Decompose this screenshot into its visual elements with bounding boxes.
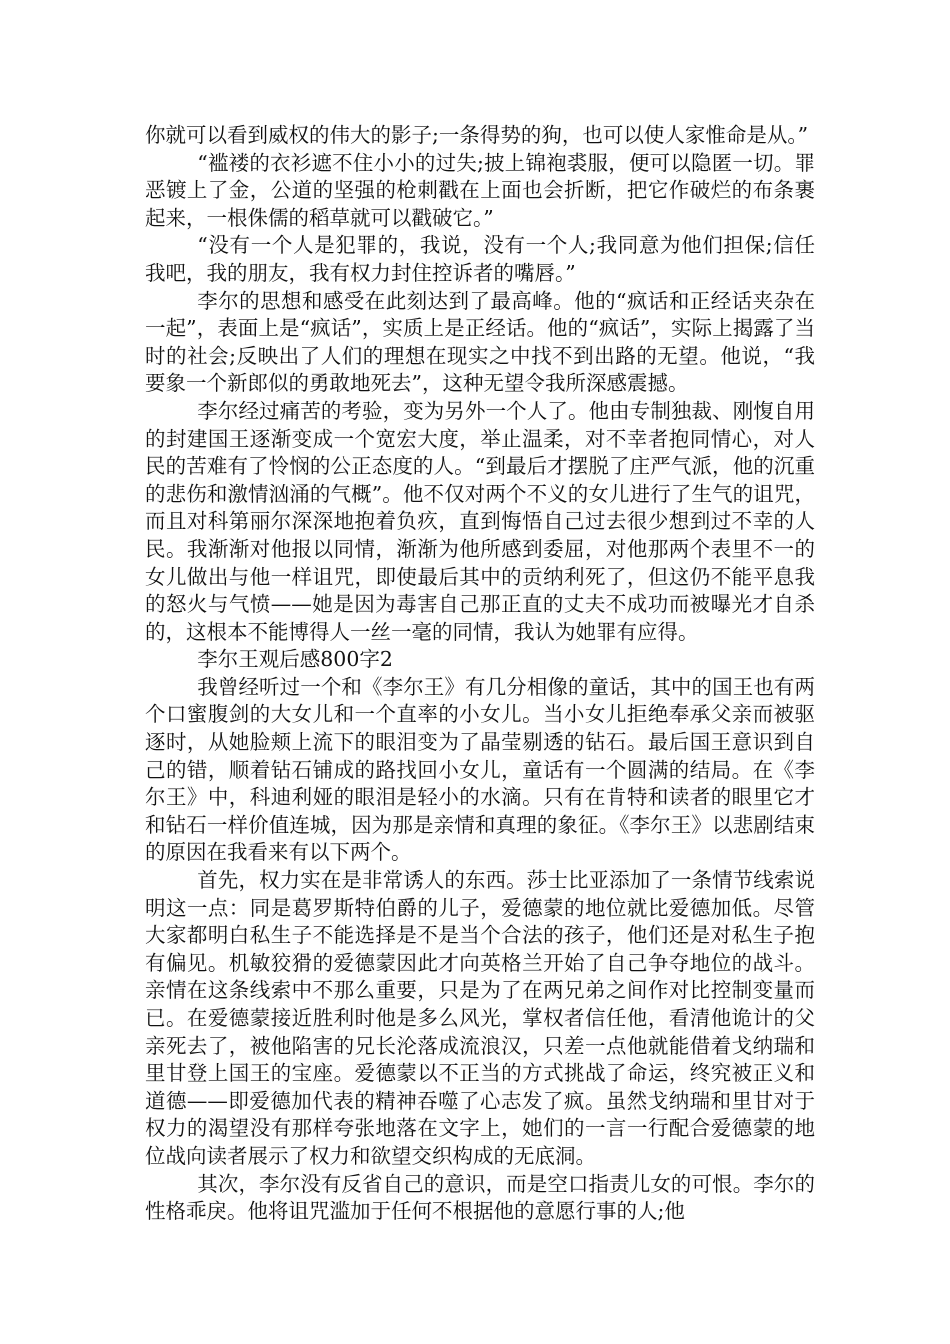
paragraph-7: 首先，权力实在是非常诱人的东西。莎士比亚添加了一条情节线索说明这一点：同是葛罗斯特伯爵的儿子，爱德蒙的地位就比爱德加低。尽管大家都明白私生子不能选择是不是当个合法的孩子，他们还是对私生子抱有偏见。机敏狡猾的爱德蒙因此才向英格兰开始了自己争夺地位的战斗。亲情在这条线索中不那么重要，只是为了在两兄弟之间作对比控制变量而已。在爱德蒙接近胜利时他是多么风光，掌权者信任他，看清他诡计的父亲死去了，被他陷害的兄长沦落成流浪汉，只差一点他就能借着戈纳瑞和里甘登上国王的宝座。爱德蒙以不正当的方式挑战了命运，终究被正义和道德——即爱德加代表的精神吞噬了心志发了疯。虽然戈纳瑞和里甘对于权力的渴望没有那样夸张地落在文字上，她们的一言一行配合爱德蒙的地位战向读者展示了权力和欲望交织构成的无底洞。	[145, 868, 815, 1168]
document-page	[145, 122, 815, 1226]
paragraph-4: 李尔的思想和感受在此刻达到了最高峰。他的“疯话和正经话夹杂在一起”，表面上是“疯话”，实质上是正经话。他的“疯话”，实际上揭露了当时的社会;反映出了人们的理想在现实之中找不到出路的无望。他说，“我要象一个新郎似的勇敢地死去”，这种无望令我所深感震撼。	[145, 288, 815, 396]
section-heading: 李尔王观后感800字2	[197, 647, 393, 672]
paragraph-8: 其次，李尔没有反省自己的意识，而是空口指责儿女的可恨。李尔的性格乖戾。他将诅咒滥加于任何不根据他的意愿行事的人;他	[145, 1171, 815, 1224]
paragraph-1: 你就可以看到威权的伟大的影子;一条得势的狗，也可以使人家惟命是从。”	[145, 123, 809, 147]
paragraph-2: “褴褛的衣衫遮不住小小的过失;披上锦袍裘服，便可以隐匿一切。罪恶镀上了金，公道的坚强的枪刺戳在上面也会折断，把它作破烂的布条裹起来，一根侏儒的稻草就可以戳破它。”	[145, 150, 815, 230]
paragraph-6: 我曾经听过一个和《李尔王》有几分相像的童话，其中的国王也有两个口蜜腹剑的大女儿和一个直率的小女儿。当小女儿拒绝奉承父亲而被驱逐时，从她脸颊上流下的眼泪变为了晶莹剔透的钻石。最后国王意识到自己的错，顺着钻石铺成的路找回小女儿，童话有一个圆满的结局。在《李尔王》中，科迪利娅的眼泪是轻小的水滴。只有在肯特和读者的眼里它才和钻石一样价值连城，因为那是亲情和真理的象征。《李尔王》以悲剧结束的原因在我看来有以下两个。	[145, 674, 815, 865]
paragraph-3: “没有一个人是犯罪的，我说，没有一个人;我同意为他们担保;信任我吧，我的朋友，我有权力封住控诉者的嘴唇。”	[145, 233, 815, 285]
paragraph-5: 李尔经过痛苦的考验，变为另外一个人了。他由专制独裁、刚愎自用的封建国王逐渐变成一个宽宏大度，举止温柔，对不幸者抱同情心，对人民的苦难有了怜悯的公正态度的人。“到最后才摆脱了庄严气派，他的沉重的悲伤和激情汹涌的气概”。他不仅对两个不义的女儿进行了生气的诅咒，而且对科第丽尔深深地抱着负疚，直到悔悟自己过去很少想到过不幸的人民。我渐渐对他报以同情，渐渐为他所感到委屈，对他那两个表里不一的女儿做出与他一样诅咒，即使最后其中的贡纳利死了，但这仍不能平息我的怒火与气愤——她是因为毒害自己那正直的丈夫不成功而被曝光才自杀的，这根本不能博得人一丝一毫的同情，我认为她罪有应得。	[145, 398, 815, 644]
